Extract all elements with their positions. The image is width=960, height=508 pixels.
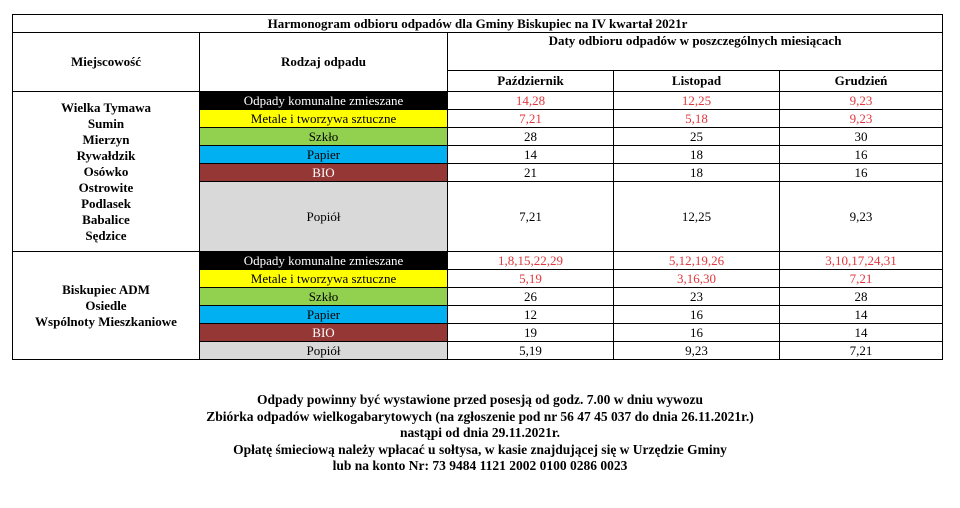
location-name: Osiedle: [85, 297, 127, 313]
date-cell: 18: [614, 164, 780, 182]
location-name: Podlasek: [81, 195, 131, 211]
header-month-october: Październik: [448, 71, 614, 92]
date-cell: 23: [614, 288, 780, 306]
location-cell: [13, 252, 200, 360]
location-name: Babalice: [82, 211, 130, 227]
date-cell: 9,23: [780, 182, 943, 252]
date-cell: 7,21: [780, 342, 943, 360]
date-cell: 16: [780, 146, 943, 164]
date-cell: 7,21: [780, 270, 943, 288]
schedule-table: [12, 14, 943, 360]
date-cell: 26: [448, 288, 614, 306]
date-cell: 21: [448, 164, 614, 182]
date-cell: 30: [780, 128, 943, 146]
date-cell: 5,19: [448, 270, 614, 288]
location-name: Biskupiec ADM: [62, 281, 150, 297]
header-month-december: Grudzień: [780, 71, 943, 92]
header-month-november: Listopad: [614, 71, 780, 92]
waste-type-bio: BIO: [200, 164, 448, 182]
waste-type-popiol: Popiół: [200, 182, 448, 252]
date-cell: 14: [780, 324, 943, 342]
date-cell: 16: [614, 306, 780, 324]
location-name: Osówko: [83, 163, 129, 179]
date-cell: 28: [448, 128, 614, 146]
date-cell: 3,10,17,24,31: [780, 252, 943, 270]
waste-type-papier: Papier: [200, 146, 448, 164]
header-dates: Daty odbioru odpadów w poszczególnych miesiącach: [448, 33, 943, 71]
waste-type-metale: Metale i tworzywa sztuczne: [200, 110, 448, 128]
location-name: Mierzyn: [82, 131, 130, 147]
date-cell: 9,23: [780, 110, 943, 128]
schedule-title: Harmonogram odbioru odpadów dla Gminy Biskupiec na IV kwartał 2021r: [13, 15, 943, 33]
footer-line: lub na konto Nr: 73 9484 1121 2002 0100 0286 0023: [332, 458, 628, 474]
footer-line: Opłatę śmieciową należy wpłacać u sołtysa, w kasie znajdującej się w Urzędzie Gminy: [233, 441, 727, 457]
footer-line: Odpady powinny być wystawione przed posesją od godz. 7.00 w dniu wywozu: [257, 392, 703, 407]
date-cell: 9,23: [614, 342, 780, 360]
date-cell: 3,16,30: [614, 270, 780, 288]
table-row: [13, 92, 943, 110]
date-cell: 28: [780, 288, 943, 306]
date-cell: 12,25: [614, 182, 780, 252]
date-cell: 18: [614, 146, 780, 164]
footer-line: Zbiórka odpadów wielkogabarytowych (na zgłoszenie pod nr 56 47 45 037 do dnia 26.11.2021r.): [206, 408, 754, 424]
date-cell: 12: [448, 306, 614, 324]
date-cell: 9,23: [780, 92, 943, 110]
date-cell: 5,12,19,26: [614, 252, 780, 270]
footer-line: nastąpi od dnia 29.11.2021r.: [399, 425, 561, 441]
location-cell: [13, 92, 200, 252]
location-name: Sumin: [87, 115, 125, 131]
waste-type-komunalne: Odpady komunalne zmieszane: [200, 92, 448, 110]
date-cell: 5,19: [448, 342, 614, 360]
location-name: Wielka Tymawa: [61, 99, 151, 115]
waste-type-szklo: Szkło: [200, 288, 448, 306]
date-cell: 12,25: [614, 92, 780, 110]
date-cell: 16: [614, 324, 780, 342]
waste-type-szklo: Szkło: [200, 128, 448, 146]
date-cell: 14: [780, 306, 943, 324]
location-name: Ostrowite: [78, 179, 134, 195]
waste-type-metale: Metale i tworzywa sztuczne: [200, 270, 448, 288]
location-name: Wspólnoty Mieszkaniowe: [35, 313, 177, 329]
waste-type-popiol: Popiół: [200, 342, 448, 360]
header-location: Miejscowość: [13, 33, 200, 92]
table-row: [13, 252, 943, 270]
waste-type-papier: Papier: [200, 306, 448, 324]
date-cell: 25: [614, 128, 780, 146]
date-cell: 7,21: [448, 182, 614, 252]
location-name: Rywałdzik: [76, 147, 136, 163]
date-cell: 14,28: [448, 92, 614, 110]
header-waste-type: Rodzaj odpadu: [200, 33, 448, 92]
date-cell: 1,8,15,22,29: [448, 252, 614, 270]
waste-type-bio: BIO: [200, 324, 448, 342]
date-cell: 19: [448, 324, 614, 342]
waste-type-komunalne: Odpady komunalne zmieszane: [200, 252, 448, 270]
date-cell: 14: [448, 146, 614, 164]
location-name: Sędzice: [85, 227, 127, 243]
date-cell: 16: [780, 164, 943, 182]
date-cell: 5,18: [614, 110, 780, 128]
date-cell: 7,21: [448, 110, 614, 128]
footer-notes: [0, 392, 960, 475]
